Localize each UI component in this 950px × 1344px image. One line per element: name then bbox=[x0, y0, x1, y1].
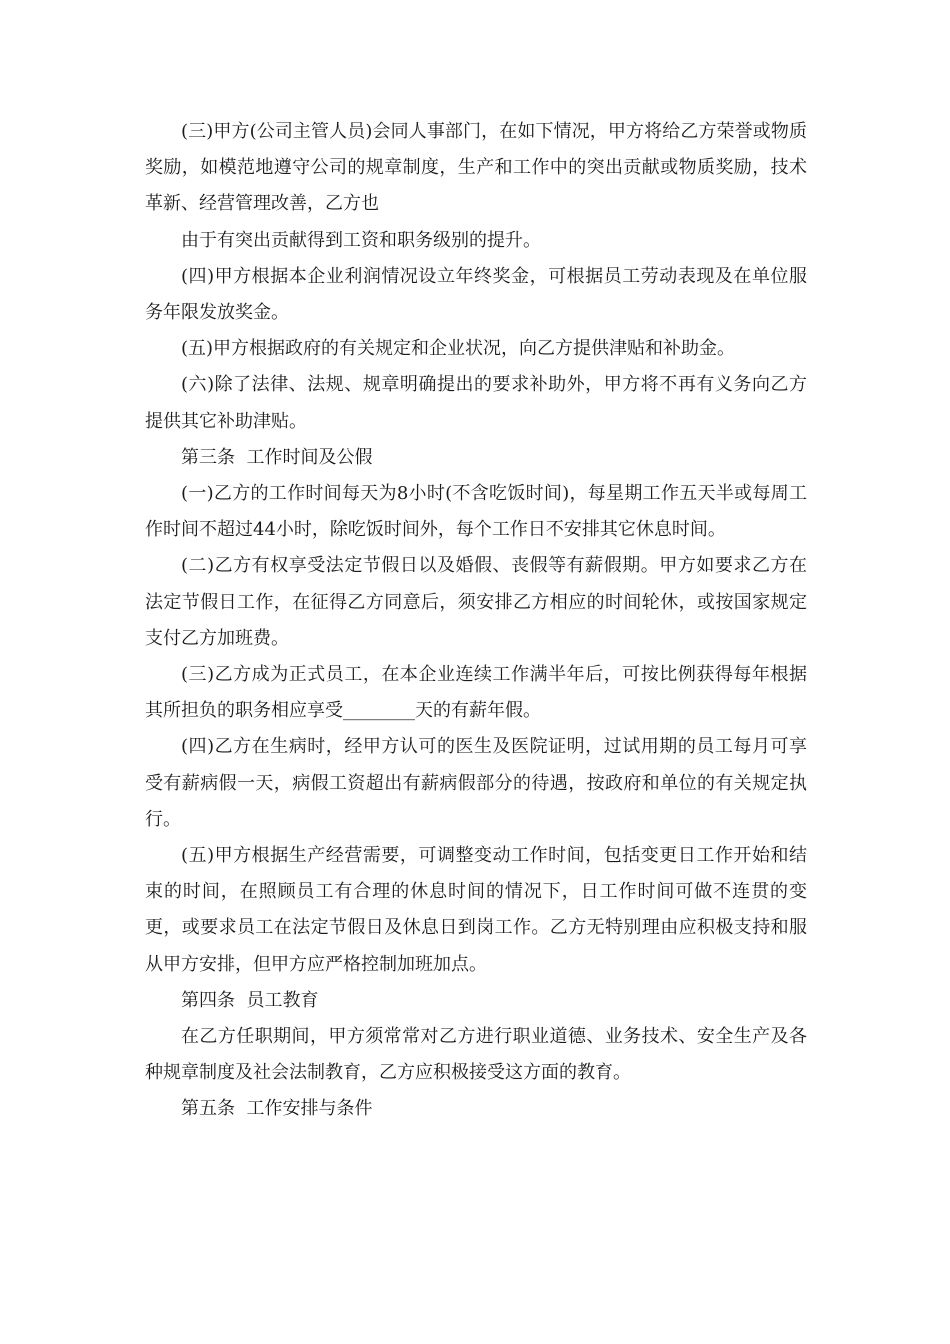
paragraph-working-hours: (一)乙方的工作时间每天为8小时(不含吃饭时间)，每星期工作五天半或每周工作时间不超过44小时，除吃饭时间外，每个工作日不安排其它休息时间。 bbox=[145, 483, 807, 541]
document-page bbox=[145, 114, 807, 1128]
paragraph-annual-leave: (三)乙方成为正式员工，在本企业连续工作满半年后，可按比例获得每年根据其所担负的职务相应享受________天的有薪年假。 bbox=[145, 664, 807, 722]
article-3-heading: 第三条 工作时间及公假 bbox=[181, 446, 373, 468]
article-4-heading: 第四条 员工教育 bbox=[181, 989, 319, 1011]
paragraph-sick-leave: (四)乙方在生病时，经甲方认可的医生及医院证明，过试用期的员工每月可享受有薪病假一天，病假工资超出有薪病假部分的待遇，按政府和单位的有关规定执行。 bbox=[145, 736, 807, 830]
paragraph-employee-education: 在乙方任职期间，甲方须常常对乙方进行职业道德、业务技术、安全生产及各种规章制度及社会法制教育，乙方应积极接受这方面的教育。 bbox=[145, 1026, 807, 1084]
paragraph-schedule-adjustment: (五)甲方根据生产经营需要，可调整变动工作时间，包括变更日工作开始和结束的时间，在照顾员工有合理的休息时间的情况下，日工作时间可做不连贯的变更，或要求员工在法定节假日及休息日到岗工作。乙方无特别理由应积极支持和服从甲方安排，但甲方应严格控制加班加点。 bbox=[145, 845, 807, 975]
paragraph-bonus-rewards: (三)甲方(公司主管人员)会同人事部门，在如下情况，甲方将给乙方荣誉或物质奖励，如模范地遵守公司的规章制度，生产和工作中的突出贡献或物质奖励，技术革新、经营管理改善，乙方也 bbox=[145, 121, 807, 215]
paragraph-allowances: (五)甲方根据政府的有关规定和企业状况，向乙方提供津贴和补助金。 bbox=[181, 338, 736, 360]
paragraph-no-other-subsidies: (六)除了法律、法规、规章明确提出的要求补助外，甲方将不再有义务向乙方提供其它补助津贴。 bbox=[145, 374, 807, 432]
paragraph-year-end-bonus: (四)甲方根据本企业利润情况设立年终奖金，可根据员工劳动表现及在单位服务年限发放奖金。 bbox=[145, 265, 807, 324]
paragraph-promotion: 由于有突出贡献得到工资和职务级别的提升。 bbox=[181, 229, 541, 251]
article-5-heading: 第五条 工作安排与条件 bbox=[181, 1098, 373, 1120]
paragraph-paid-holidays: (二)乙方有权享受法定节假日以及婚假、丧假等有薪假期。甲方如要求乙方在法定节假日工作，在征得乙方同意后，须安排乙方相应的时间轮休，或按国家规定支付乙方加班费。 bbox=[145, 555, 807, 649]
